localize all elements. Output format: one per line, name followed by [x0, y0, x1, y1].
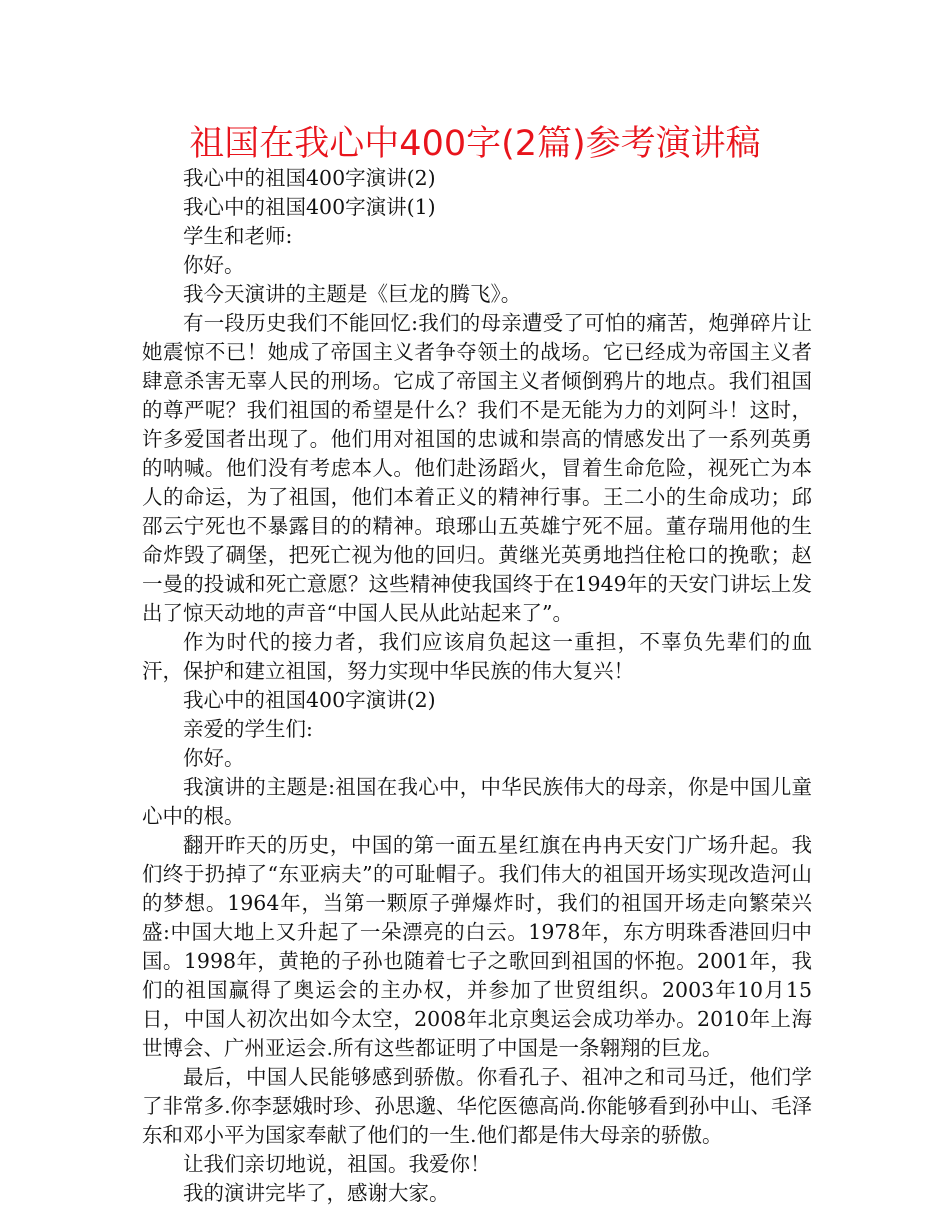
document-title: 祖国在我心中400字(2篇)参考演讲稿	[189, 124, 761, 164]
paragraph: 我演讲的主题是:祖国在我心中，中华民族伟大的母亲，你是中国儿童心中的根。	[142, 775, 812, 828]
paragraph: 有一段历史我们不能回忆:我们的母亲遭受了可怕的痛苦，炮弹碎片让她震惊不已！她成了帝国主义者争夺领土的战场。它已经成为帝国主义者肆意杀害无辜人民的刑场。它成了帝国主义者倾倒鸦片的地点。我们祖国的尊严呢？我们祖国的希望是什么？我们不是无能为力的刘阿斗！这时，许多爱国者出现了。他们用对祖国的忠诚和崇高的情感发出了一系列英勇的呐喊。他们没有考虑本人。他们赴汤蹈火，冒着生命危险，视死亡为本人的命运，为了祖国，他们本着正义的精神行事。王二小的生命成功；邱邵云宁死也不暴露目的的精神。琅琊山五英雄宁死不屈。董存瑞用他的生命炸毁了碉堡，把死亡视为他的回归。黄继光英勇地挡住枪口的挽歌；赵一曼的投诚和死亡意愿？这些精神使我国终于在1949年的天安门讲坛上发出了惊天动地的声音“中国人民从此站起来了”。	[142, 311, 812, 625]
paragraph: 我心中的祖国400字演讲(2)	[183, 166, 436, 190]
document-body	[142, 164, 812, 1208]
paragraph: 我的演讲完毕了，感谢大家。	[183, 1181, 450, 1205]
paragraph: 我心中的祖国400字演讲(2)	[183, 688, 436, 712]
paragraph: 亲爱的学生们:	[183, 717, 313, 741]
paragraph: 让我们亲切地说，祖国。我爱你！	[183, 1152, 491, 1176]
paragraph: 你好。	[183, 253, 245, 277]
paragraph: 我今天演讲的主题是《巨龙的腾飞》。	[183, 282, 522, 306]
paragraph: 我心中的祖国400字演讲(1)	[183, 195, 436, 219]
paragraph: 作为时代的接力者，我们应该肩负起这一重担，不辜负先辈们的血汗，保护和建立祖国，努力实现中华民族的伟大复兴！	[142, 630, 812, 683]
paragraph: 学生和老师:	[183, 224, 293, 248]
paragraph: 最后，中国人民能够感到骄傲。你看孔子、祖冲之和司马迁，他们学了非常多.你李瑟娥时珍、孙思邈、华佗医德高尚.你能够看到孙中山、毛泽东和邓小平为国家奉献了他们的一生.他们都是伟大母亲的骄傲。	[142, 1065, 812, 1147]
paragraph: 翻开昨天的历史，中国的第一面五星红旗在冉冉天安门广场升起。我们终于扔掉了“东亚病夫”的可耻帽子。我们伟大的祖国开场实现改造河山的梦想。1964年，当第一颗原子弹爆炸时，我们的祖国开场走向繁荣兴盛:中国大地上又升起了一朵漂亮的白云。1978年，东方明珠香港回归中国。1998年，黄艳的子孙也随着七子之歌回到祖国的怀抱。2001年，我们的祖国赢得了奥运会的主办权，并参加了世贸组织。2003年10月15日，中国人初次出如今太空，2008年北京奥运会成功举办。2010年上海世博会、广州亚运会.所有这些都证明了中国是一条翱翔的巨龙。	[142, 833, 812, 1060]
paragraph: 你好。	[183, 746, 245, 770]
